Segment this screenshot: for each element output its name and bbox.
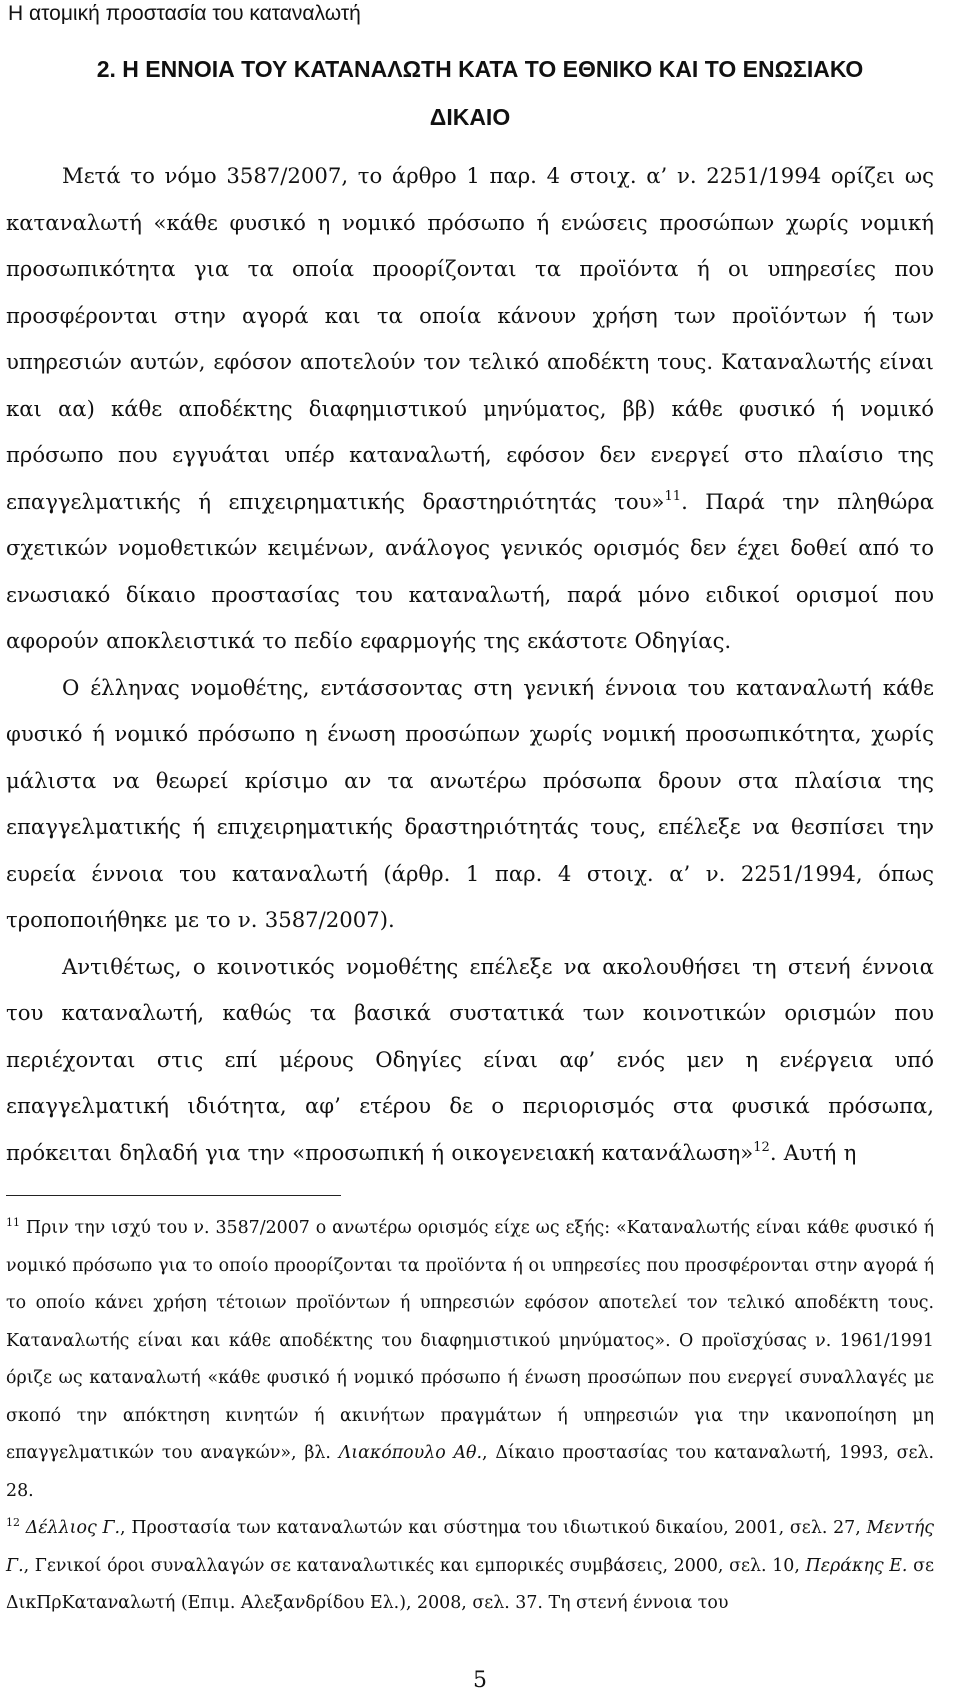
footnote-12-author-3: Περάκης Ε. [805,1555,908,1576]
running-header: Η ατομική προστασία του καταναλωτή [8,2,361,25]
footnote-12-text-2: , Γενικοί όροι συναλλαγών σε καταναλωτικές και εμπορικές συμβάσεις, 2000, σελ. 10, [23,1555,806,1576]
footnote-ref-12[interactable]: 12 [753,1139,770,1155]
footnote-11-author: Λιακόπουλο Αθ. [338,1443,483,1463]
paragraph-3 [6,944,934,1177]
footnote-12-author-2: Μεντής Γ. [6,1518,934,1576]
paragraph-1 [6,153,934,665]
footnote-11-number: 11 [6,1216,20,1229]
paragraph-1-text-b: . Παρά την πληθώρα σχετικών νομοθετικών κειμένων, ανάλογος γενικός ορισμός δεν έχει δοθεί από το ενωσιακό δίκαιο προστασίας του καταναλωτή, παρά μόνο ειδικοί ορισμοί που αφορούν αποκλειστικά το πεδίο εφαρμογής της εκάστοτε Οδηγίας. [6,488,935,653]
footnotes [6,1210,934,1623]
footnote-12-text-3: σε ΔικΠρΚαταναλωτή (Επιμ. Αλεξανδρίδου Ελ.), 2008, σελ. 37. Τη στενή έννοια του [6,1555,934,1613]
footnote-12 [6,1510,934,1623]
body-text [6,153,934,1176]
section-heading-line2: ΔΙΚΑΙΟ [429,104,511,130]
footnote-ref-11[interactable]: 11 [664,488,682,504]
paragraph-1-text-a: Μετά το νόμο 3587/2007, το άρθρο 1 παρ. 4 στοιχ. α’ ν. 2251/1994 ορίζει ως καταναλωτή «κάθε φυσικό η νομικό πρόσωπο ή ενώσεις προσώπων χωρίς νομική προσωπικότητα για τα οποία προορίζονται τα προϊόντα ή οι υπηρεσίες που προσφέρονται στην αγορά και τα οποία κάνουν χρήση των προϊόντων ή των υπηρεσιών αυτών, εφόσον αποτελούν τον τελικό αποδέκτη τους. Καταναλωτής είναι και αα) κάθε αποδέκτης διαφημιστικού μηνύματος, ββ) κάθε φυσικό ή νομικό πρόσωπο που εγγυάται υπέρ καταναλωτή, εφόσον δεν ενεργεί στο πλαίσιο της επαγγελματικής ή επιχειρηματικής δραστηριότητάς του» [6,163,934,514]
footnote-separator [6,1195,341,1196]
footnote-11-text: Πριν την ισχύ του ν. 3587/2007 ο ανωτέρω ορισμός είχε ως εξής: «Καταναλωτής είναι κάθε φυσικό ή νομικό πρόσωπο για το οποίο προορίζονται τα προϊόντα ή οι υπηρεσίες που προσφέρονται στην αγορά ή το οποίο κάνει χρήση τέτοιων προϊόντων ή υπηρεσιών εφόσον αποτελεί τον τελικό αποδέκτη τους. Καταναλωτής είναι και κάθε αποδέκτης του διαφημιστικού μηνύματος». Ο προϊσχύσας ν. 1961/1991 όριζε ως καταναλωτή «κάθε φυσικό ή νομικό πρόσωπο ή ένωση προσώπων που ενεργεί συναλλαγές με σκοπό την απόκτηση κινητών ή ακινήτων πραγμάτων ή υπηρεσιών για την ικανοποίηση μη επαγγελματικών του αναγκών», βλ. [6,1218,934,1463]
paragraph-3-text-a: Αντιθέτως, ο κοινοτικός νομοθέτης επέλεξε να ακολουθήσει τη στενή έννοια του καταναλωτή, καθώς τα βασικά συστατικά των κοινοτικών ορισμών που περιέχονται στις επί μέρους Οδηγίες είναι αφ’ ενός μεν η ενέργεια υπό επαγγελματική ιδιότητα, αφ’ ετέρου δε ο περιορισμός στα φυσικά πρόσωπα, πρόκειται δηλαδή για την «προσωπική ή οικογενειακή κατανάλωση» [6,953,934,1165]
footnote-12-text-1: , Προστασία των καταναλωτών και σύστημα του ιδιωτικού δικαίου, 2001, σελ. 27, [120,1518,867,1538]
footnote-11-tail: , Δίκαιο προστασίας του καταναλωτή, 1993, σελ. 28. [6,1443,935,1501]
footnote-12-number: 12 [6,1516,20,1529]
footnote-11 [6,1210,934,1510]
footnote-12-author-1: Δέλλιος Γ. [25,1518,121,1538]
paragraph-2: Ο έλληνας νομοθέτης, εντάσσοντας στη γενική έννοια του καταναλωτή κάθε φυσικό ή νομικό πρόσωπο η ένωση προσώπων χωρίς νομική προσωπικότητα, χωρίς μάλιστα να θεωρεί κρίσιμο αν τα ανωτέρω πρόσωπα δρουν στα πλαίσια της επαγγελματικής ή επιχειρηματικής δραστηριότητάς τους, επέλεξε να θεσπίσει την ευρεία έννοια του καταναλωτή (άρθρ. 1 παρ. 4 στοιχ. α’ ν. 2251/1994, όπως τροποποιήθηκε με το ν. 3587/2007). [6,674,934,932]
page-number: 5 [473,1668,487,1693]
section-heading-line1: 2. Η ΕΝΝΟΙΑ ΤΟΥ ΚΑΤΑΝΑΛΩΤΗ ΚΑΤΑ ΤΟ ΕΘΝΙΚΟ ΚΑΙ ΤΟ ΕΝΩΣΙΑΚΟ [96,56,864,82]
paragraph-3-text-b: . Αυτή η [769,1139,857,1165]
